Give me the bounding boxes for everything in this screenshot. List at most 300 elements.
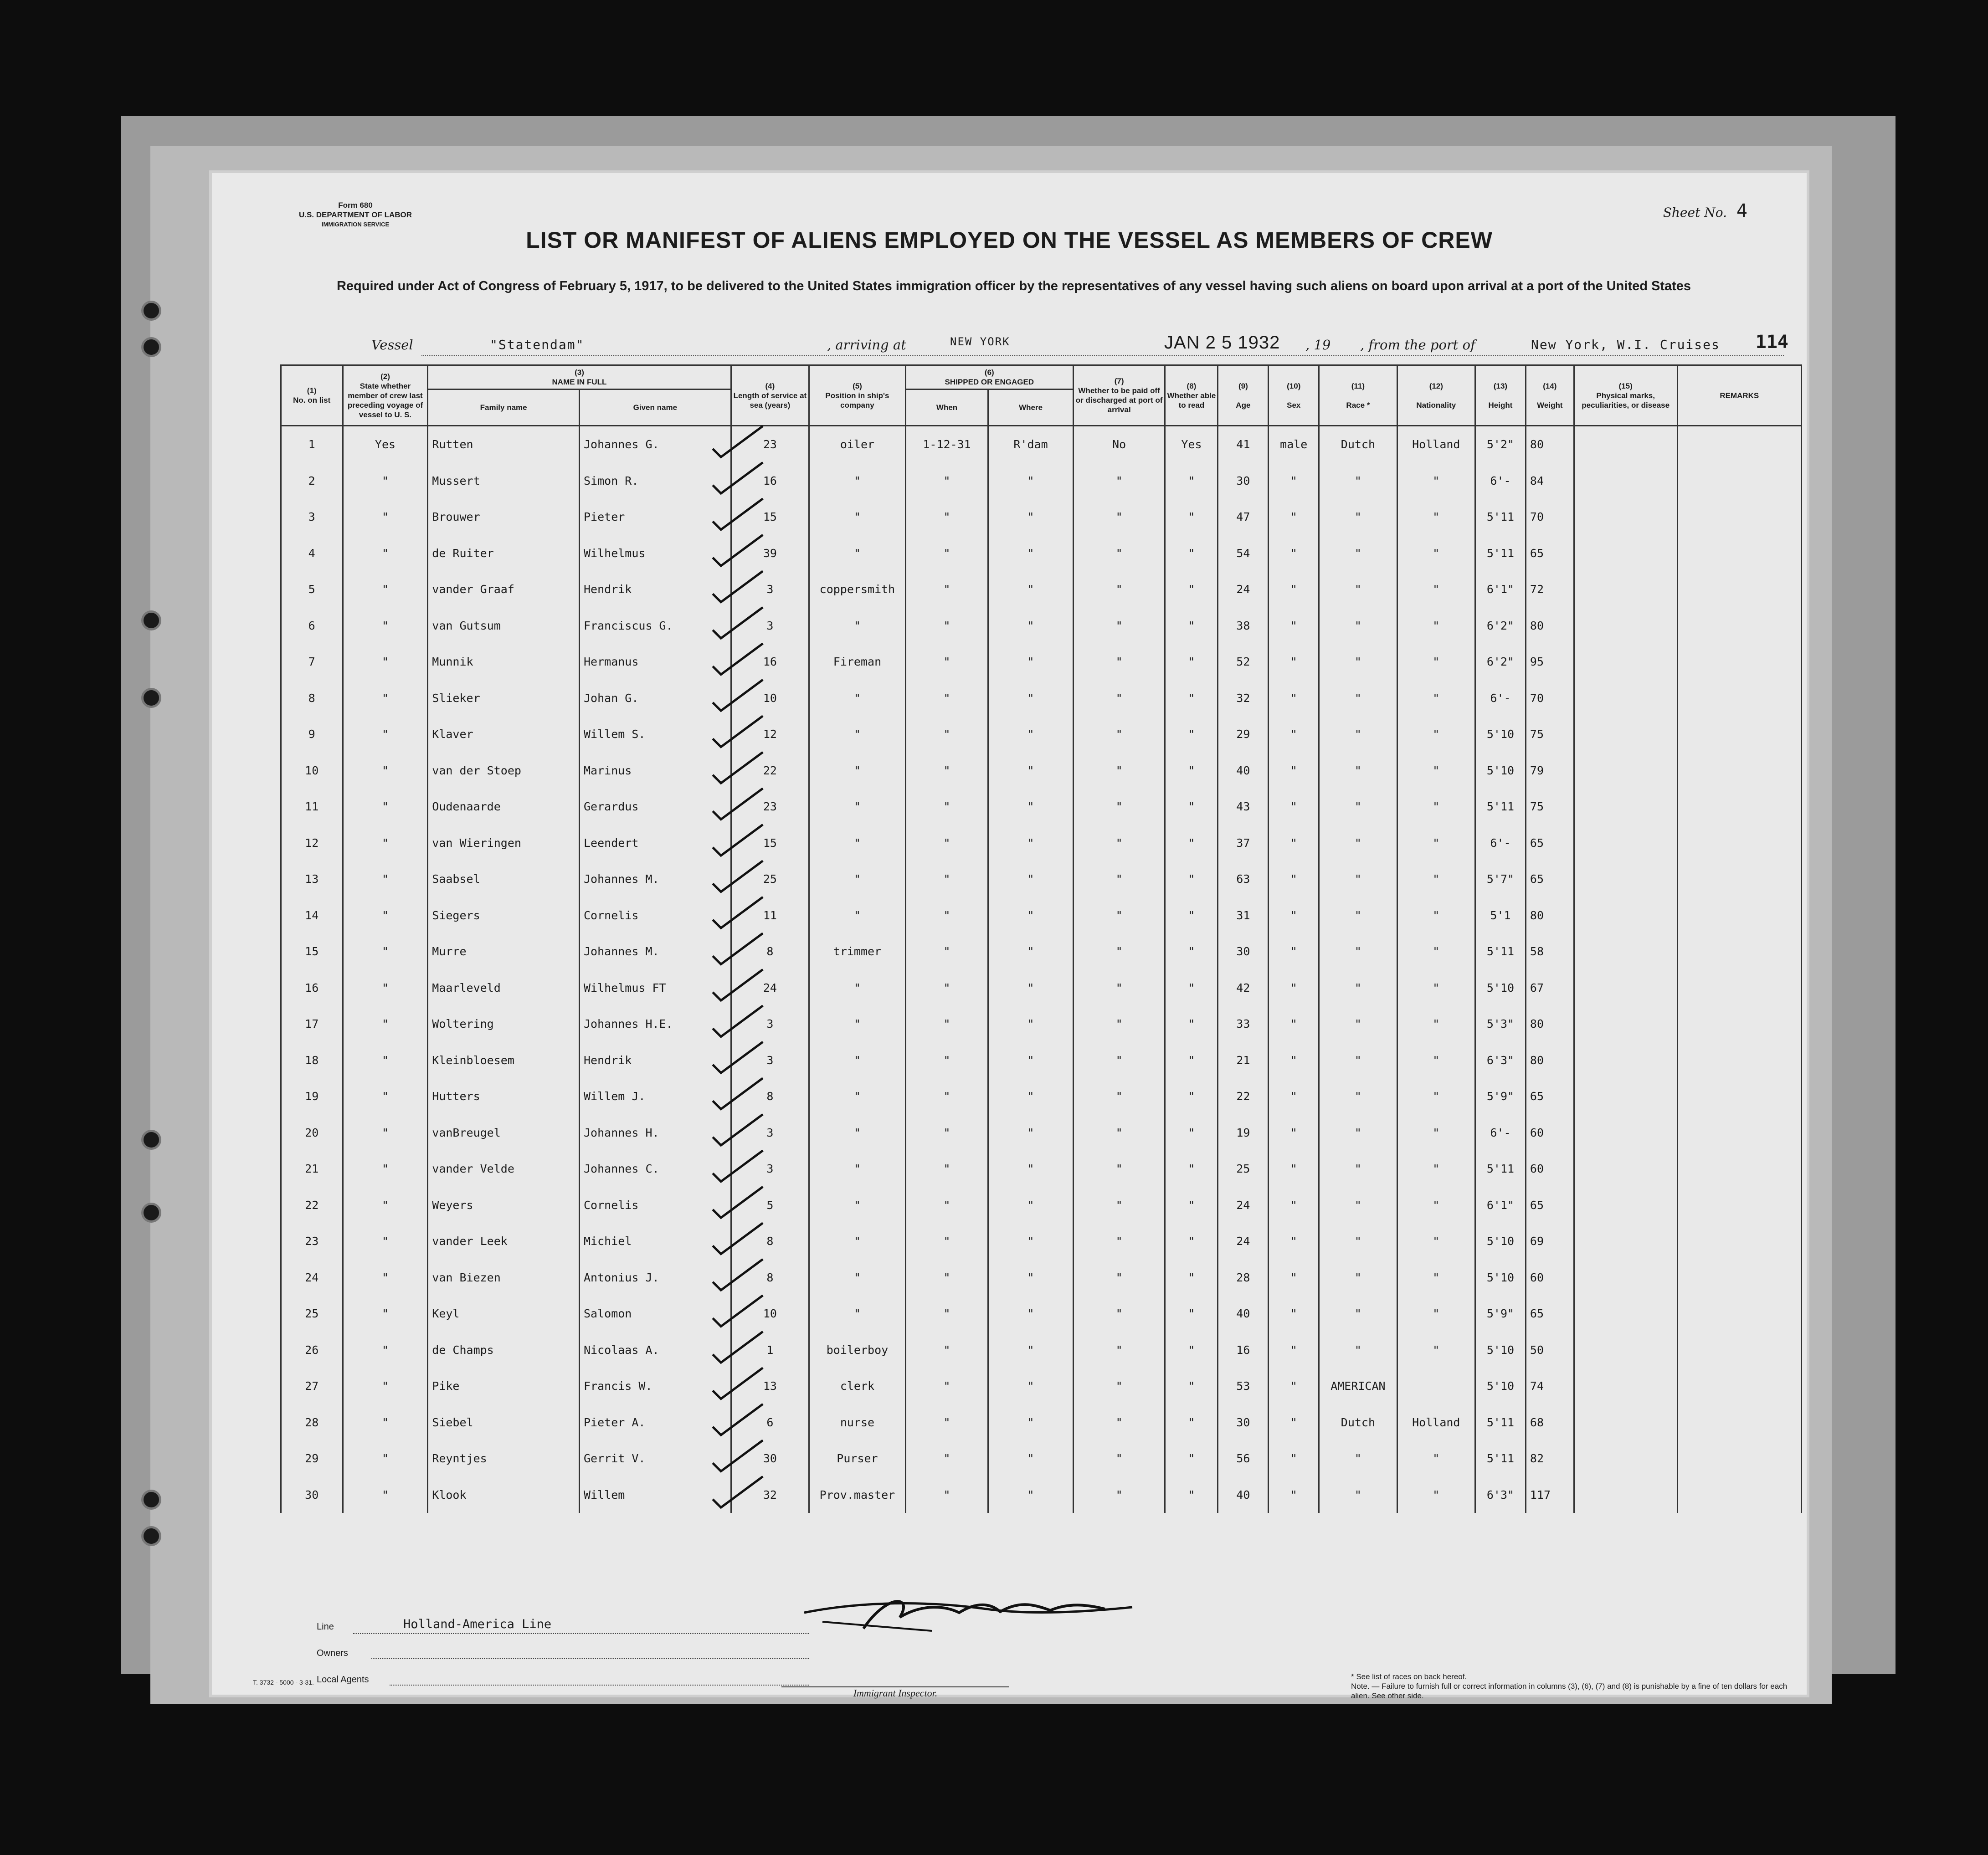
cell-no: 16	[281, 970, 343, 1006]
cell-previous-voyage: "	[343, 753, 428, 789]
cell-length-service: 24	[731, 970, 809, 1006]
cell-position: "	[809, 897, 906, 934]
cell-family-name: Brouwer	[428, 499, 580, 535]
cell-weight: 65	[1526, 825, 1574, 861]
cell-able-read: "	[1165, 716, 1218, 753]
cell-age: 53	[1218, 1368, 1269, 1404]
cell-no: 2	[281, 463, 343, 499]
cell-paid-off: "	[1073, 789, 1165, 825]
cell-given-name: Francis W.	[579, 1368, 731, 1404]
cell-family-name: vander Graaf	[428, 571, 580, 608]
cell-paid-off: "	[1073, 644, 1165, 680]
cell-where: "	[988, 1260, 1074, 1296]
cell-weight: 70	[1526, 680, 1574, 717]
cell-nationality: "	[1397, 1187, 1475, 1224]
cell-length-service: 11	[731, 897, 809, 934]
check-marks	[212, 173, 1807, 1695]
cell-when: "	[905, 608, 988, 644]
cell-paid-off: "	[1073, 861, 1165, 897]
cell-previous-voyage: "	[343, 1404, 428, 1441]
cell-no: 13	[281, 861, 343, 897]
cell-weight: 82	[1526, 1440, 1574, 1477]
cell-previous-voyage: "	[343, 897, 428, 934]
cell-weight: 65	[1526, 1187, 1574, 1224]
arriving-label: , arriving at	[827, 337, 906, 353]
races-note: * See list of races on back hereof.	[1351, 1672, 1467, 1681]
cell-when: "	[905, 1296, 988, 1332]
cell-sex: "	[1269, 825, 1319, 861]
header-length-service: (4) Length of service at sea (years)	[731, 365, 809, 426]
cell-paid-off: "	[1073, 1440, 1165, 1477]
cell-length-service: 3	[731, 1151, 809, 1187]
cell-able-read: "	[1165, 861, 1218, 897]
check-mark	[713, 1259, 763, 1290]
cell-position: "	[809, 1223, 906, 1260]
cell-age: 63	[1218, 861, 1269, 897]
cell-height: 6'3"	[1475, 1042, 1526, 1079]
cell-weight: 69	[1526, 1223, 1574, 1260]
cell-given-name: Salomon	[579, 1296, 731, 1332]
cell-position: boilerboy	[809, 1332, 906, 1368]
vessel-name: "Statendam"	[490, 337, 585, 352]
cell-previous-voyage: "	[343, 970, 428, 1006]
cell-height: 6'-	[1475, 680, 1526, 717]
cell-no: 17	[281, 1006, 343, 1042]
cell-previous-voyage: "	[343, 1006, 428, 1042]
cell-where: "	[988, 1078, 1074, 1115]
cell-age: 43	[1218, 789, 1269, 825]
manifest-page	[212, 173, 1807, 1700]
cell-previous-voyage: "	[343, 1260, 428, 1296]
cell-able-read: "	[1165, 1115, 1218, 1151]
cell-position: "	[809, 1187, 906, 1224]
cell-previous-voyage: "	[343, 463, 428, 499]
cell-sex: "	[1269, 1042, 1319, 1079]
cell-weight: 117	[1526, 1477, 1574, 1513]
cell-when: "	[905, 861, 988, 897]
cell-given-name: Pieter	[579, 499, 731, 535]
cell-previous-voyage: "	[343, 861, 428, 897]
cell-position: coppersmith	[809, 571, 906, 608]
cell-age: 24	[1218, 1187, 1269, 1224]
check-mark	[713, 825, 763, 856]
cell-where: "	[988, 897, 1074, 934]
cell-sex: "	[1269, 1187, 1319, 1224]
cell-when: "	[905, 680, 988, 717]
header-sex: (10) Sex	[1269, 365, 1319, 426]
cell-where: R'dam	[988, 426, 1074, 463]
cell-nationality: "	[1397, 933, 1475, 970]
cell-where: "	[988, 753, 1074, 789]
cell-weight: 80	[1526, 897, 1574, 934]
cell-able-read: "	[1165, 825, 1218, 861]
cell-previous-voyage: "	[343, 535, 428, 572]
cell-height: 5'3"	[1475, 1006, 1526, 1042]
cell-length-service: 15	[731, 499, 809, 535]
cell-where: "	[988, 1042, 1074, 1079]
cell-position: "	[809, 716, 906, 753]
cell-previous-voyage: "	[343, 571, 428, 608]
cell-sex: "	[1269, 1332, 1319, 1368]
cell-length-service: 16	[731, 463, 809, 499]
cell-when: "	[905, 716, 988, 753]
cell-race: "	[1319, 499, 1397, 535]
cell-length-service: 10	[731, 1296, 809, 1332]
local-agents-rule	[390, 1685, 809, 1686]
cell-race: "	[1319, 861, 1397, 897]
cell-paid-off: "	[1073, 970, 1165, 1006]
cell-where: "	[988, 789, 1074, 825]
header-shipped-engaged: (6) SHIPPED OR ENGAGED	[905, 365, 1073, 389]
cell-sex: "	[1269, 970, 1319, 1006]
cell-able-read: "	[1165, 1006, 1218, 1042]
cell-length-service: 8	[731, 1223, 809, 1260]
cell-sex: "	[1269, 753, 1319, 789]
cell-family-name: Rutten	[428, 426, 580, 463]
cell-family-name: Munnik	[428, 644, 580, 680]
cell-race: "	[1319, 897, 1397, 934]
cell-age: 25	[1218, 1151, 1269, 1187]
check-mark	[713, 716, 763, 747]
cell-where: "	[988, 1404, 1074, 1441]
cell-position: "	[809, 499, 906, 535]
header-name-in-full: (3) NAME IN FULL	[428, 365, 731, 389]
cell-race: "	[1319, 1078, 1397, 1115]
cell-weight: 80	[1526, 1006, 1574, 1042]
cell-nationality: "	[1397, 970, 1475, 1006]
cell-sex: "	[1269, 897, 1319, 934]
check-mark	[713, 1368, 763, 1399]
cell-paid-off: "	[1073, 1006, 1165, 1042]
cell-where: "	[988, 1115, 1074, 1151]
cell-no: 25	[281, 1296, 343, 1332]
cell-position: nurse	[809, 1404, 906, 1441]
cell-nationality: "	[1397, 1260, 1475, 1296]
cell-able-read: "	[1165, 1223, 1218, 1260]
cell-race: "	[1319, 680, 1397, 717]
cell-race: "	[1319, 1440, 1397, 1477]
cell-paid-off: "	[1073, 1332, 1165, 1368]
cell-where: "	[988, 644, 1074, 680]
cell-no: 22	[281, 1187, 343, 1224]
cell-when: "	[905, 789, 988, 825]
header-family-name: Family name	[428, 389, 580, 426]
check-mark	[713, 1042, 763, 1073]
cell-paid-off: "	[1073, 535, 1165, 572]
cell-paid-off: "	[1073, 753, 1165, 789]
cell-family-name: Saabsel	[428, 861, 580, 897]
cell-height: 5'11	[1475, 789, 1526, 825]
cell-no: 18	[281, 1042, 343, 1079]
header-age: (9) Age	[1218, 365, 1269, 426]
cell-previous-voyage: "	[343, 608, 428, 644]
cell-given-name: Hendrik	[579, 1042, 731, 1079]
cell-paid-off: "	[1073, 571, 1165, 608]
owners-label: Owners	[317, 1648, 348, 1658]
cell-nationality: "	[1397, 716, 1475, 753]
cell-where: "	[988, 970, 1074, 1006]
cell-height: 5'9"	[1475, 1296, 1526, 1332]
cell-nationality: "	[1397, 753, 1475, 789]
cell-no: 26	[281, 1332, 343, 1368]
cell-height: 5'11	[1475, 933, 1526, 970]
cell-given-name: Johannes M.	[579, 933, 731, 970]
cell-able-read: "	[1165, 933, 1218, 970]
check-mark	[713, 897, 763, 928]
cell-previous-voyage: "	[343, 1477, 428, 1513]
page-subtitle: Required under Act of Congress of February 5, 1917, to be delivered to the United States immigration officer by the representatives of any vessel having such aliens on board upon arrival at a port of the United States	[336, 279, 1691, 293]
cell-weight: 74	[1526, 1368, 1574, 1404]
cell-paid-off: "	[1073, 933, 1165, 970]
cell-sex: "	[1269, 1477, 1319, 1513]
cell-where: "	[988, 1151, 1074, 1187]
cell-family-name: van Biezen	[428, 1260, 580, 1296]
cell-age: 16	[1218, 1332, 1269, 1368]
cell-family-name: van der Stoep	[428, 753, 580, 789]
cell-paid-off: "	[1073, 499, 1165, 535]
header-nationality: (12) Nationality	[1397, 365, 1475, 426]
check-mark	[713, 752, 763, 783]
cell-previous-voyage: "	[343, 789, 428, 825]
cell-length-service: 1	[731, 1332, 809, 1368]
from-label: , from the port of	[1360, 337, 1475, 353]
sheet-number-value: 4	[1736, 200, 1747, 221]
cell-family-name: Kleinbloesem	[428, 1042, 580, 1079]
cell-length-service: 30	[731, 1440, 809, 1477]
cell-where: "	[988, 1440, 1074, 1477]
cell-weight: 68	[1526, 1404, 1574, 1441]
cell-when: "	[905, 535, 988, 572]
cell-nationality: "	[1397, 1223, 1475, 1260]
cell-given-name: Hermanus	[579, 644, 731, 680]
header-physical-marks: (15) Physical marks, peculiarities, or disease	[1574, 365, 1677, 426]
cell-age: 21	[1218, 1042, 1269, 1079]
cell-nationality: "	[1397, 1042, 1475, 1079]
cell-able-read: "	[1165, 1187, 1218, 1224]
cell-length-service: 23	[731, 426, 809, 463]
line-label: Line	[317, 1622, 334, 1632]
cell-able-read: "	[1165, 1260, 1218, 1296]
cell-weight: 84	[1526, 463, 1574, 499]
cell-position: "	[809, 1151, 906, 1187]
binder-hole	[141, 1130, 161, 1150]
cell-family-name: Keyl	[428, 1296, 580, 1332]
header-where: Where	[988, 389, 1074, 426]
check-mark	[713, 1151, 763, 1182]
cell-able-read: "	[1165, 608, 1218, 644]
binder-hole	[141, 337, 161, 357]
cell-height: 6'-	[1475, 1115, 1526, 1151]
cell-when: "	[905, 1006, 988, 1042]
cell-length-service: 15	[731, 825, 809, 861]
cell-nationality: "	[1397, 1440, 1475, 1477]
cell-race: "	[1319, 1260, 1397, 1296]
binder-hole	[141, 1490, 161, 1510]
cell-length-service: 3	[731, 1042, 809, 1079]
cell-when: "	[905, 1078, 988, 1115]
cell-no: 29	[281, 1440, 343, 1477]
cell-position: "	[809, 680, 906, 717]
check-mark	[713, 1296, 763, 1327]
cell-height: 5'1	[1475, 897, 1526, 934]
cell-given-name: Johannes G.	[579, 426, 731, 463]
cell-able-read: Yes	[1165, 426, 1218, 463]
cell-race: "	[1319, 1006, 1397, 1042]
cell-race: "	[1319, 1296, 1397, 1332]
cell-family-name: Siegers	[428, 897, 580, 934]
cell-height: 6'1"	[1475, 1187, 1526, 1224]
cell-family-name: Hutters	[428, 1078, 580, 1115]
owners-rule	[371, 1658, 809, 1659]
cell-weight: 65	[1526, 535, 1574, 572]
cell-family-name: Reyntjes	[428, 1440, 580, 1477]
cell-able-read: "	[1165, 680, 1218, 717]
check-mark	[713, 1476, 763, 1507]
cell-able-read: "	[1165, 644, 1218, 680]
cell-age: 24	[1218, 1223, 1269, 1260]
cell-nationality: "	[1397, 535, 1475, 572]
footnote	[1351, 1672, 1788, 1701]
cell-previous-voyage: "	[343, 499, 428, 535]
cell-sex: male	[1269, 426, 1319, 463]
cell-age: 28	[1218, 1260, 1269, 1296]
cell-no: 24	[281, 1260, 343, 1296]
cell-sex: "	[1269, 789, 1319, 825]
cell-paid-off: "	[1073, 897, 1165, 934]
cell-given-name: Willem	[579, 1477, 731, 1513]
cell-previous-voyage: "	[343, 644, 428, 680]
cell-race: "	[1319, 789, 1397, 825]
cell-position: "	[809, 970, 906, 1006]
cell-sex: "	[1269, 1440, 1319, 1477]
cell-paid-off: "	[1073, 1477, 1165, 1513]
cell-previous-voyage: "	[343, 1115, 428, 1151]
cell-length-service: 3	[731, 1006, 809, 1042]
cell-where: "	[988, 716, 1074, 753]
cell-age: 19	[1218, 1115, 1269, 1151]
cell-nationality: "	[1397, 463, 1475, 499]
cell-race: "	[1319, 1187, 1397, 1224]
cell-position: "	[809, 1296, 906, 1332]
cell-previous-voyage: "	[343, 716, 428, 753]
cell-height: 5'11	[1475, 535, 1526, 572]
header-position: (5) Position in ship's company	[809, 365, 906, 426]
cell-sex: "	[1269, 680, 1319, 717]
cell-race: "	[1319, 1115, 1397, 1151]
cell-height: 5'10	[1475, 1368, 1526, 1404]
cell-race: "	[1319, 1223, 1397, 1260]
cell-age: 38	[1218, 608, 1269, 644]
cell-age: 56	[1218, 1440, 1269, 1477]
cell-previous-voyage: "	[343, 1296, 428, 1332]
cell-previous-voyage: "	[343, 1078, 428, 1115]
cell-given-name: Franciscus G.	[579, 608, 731, 644]
cell-length-service: 13	[731, 1368, 809, 1404]
cell-where: "	[988, 535, 1074, 572]
cell-no: 23	[281, 1223, 343, 1260]
cell-previous-voyage: "	[343, 1187, 428, 1224]
cell-weight: 60	[1526, 1115, 1574, 1151]
header-able-read: (8) Whether able to read	[1165, 365, 1218, 426]
cell-length-service: 23	[731, 789, 809, 825]
cell-race: Dutch	[1319, 1404, 1397, 1441]
cell-race: "	[1319, 716, 1397, 753]
cell-nationality: Holland	[1397, 426, 1475, 463]
cell-nationality: "	[1397, 499, 1475, 535]
cell-height: 5'11	[1475, 1151, 1526, 1187]
cell-weight: 80	[1526, 426, 1574, 463]
cell-paid-off: "	[1073, 825, 1165, 861]
cell-age: 47	[1218, 499, 1269, 535]
sheet-number-label: Sheet No.	[1663, 205, 1727, 220]
cell-given-name: Gerrit V.	[579, 1440, 731, 1477]
cell-nationality: "	[1397, 644, 1475, 680]
page-title: LIST OR MANIFEST OF ALIENS EMPLOYED ON THE VESSEL AS MEMBERS OF CREW	[526, 227, 1493, 253]
header-race: (11) Race *	[1319, 365, 1397, 426]
cell-nationality: "	[1397, 608, 1475, 644]
cell-paid-off: "	[1073, 1187, 1165, 1224]
cell-height: 5'11	[1475, 1404, 1526, 1441]
cell-no: 19	[281, 1078, 343, 1115]
check-mark	[713, 535, 763, 566]
cell-weight: 75	[1526, 716, 1574, 753]
cell-age: 30	[1218, 463, 1269, 499]
cell-able-read: "	[1165, 499, 1218, 535]
cell-sex: "	[1269, 463, 1319, 499]
cell-length-service: 8	[731, 1260, 809, 1296]
cell-height: 5'10	[1475, 1260, 1526, 1296]
cell-given-name: Johannes H.	[579, 1115, 731, 1151]
cell-nationality: Holland	[1397, 1404, 1475, 1441]
cell-sex: "	[1269, 861, 1319, 897]
cell-race: "	[1319, 1477, 1397, 1513]
cell-position: "	[809, 535, 906, 572]
check-mark	[713, 499, 763, 530]
cell-sex: "	[1269, 716, 1319, 753]
cell-where: "	[988, 1223, 1074, 1260]
cell-race: "	[1319, 571, 1397, 608]
check-mark	[713, 426, 763, 457]
cell-sex: "	[1269, 1368, 1319, 1404]
check-mark	[713, 462, 763, 493]
check-mark	[713, 861, 763, 892]
cell-where: "	[988, 571, 1074, 608]
cell-length-service: 25	[731, 861, 809, 897]
cell-weight: 79	[1526, 753, 1574, 789]
cell-weight: 65	[1526, 1296, 1574, 1332]
header-given-name: Given name	[579, 389, 731, 426]
cell-race: "	[1319, 933, 1397, 970]
cell-nationality: "	[1397, 680, 1475, 717]
cell-paid-off: "	[1073, 1296, 1165, 1332]
cell-family-name: Woltering	[428, 1006, 580, 1042]
cell-position: "	[809, 1115, 906, 1151]
cell-weight: 80	[1526, 608, 1574, 644]
cell-family-name: de Ruiter	[428, 535, 580, 572]
cell-age: 54	[1218, 535, 1269, 572]
check-mark	[713, 680, 763, 711]
date-stamp: JAN 2 5 1932	[1164, 333, 1280, 353]
cell-length-service: 39	[731, 535, 809, 572]
cell-given-name: Michiel	[579, 1223, 731, 1260]
cell-when: "	[905, 1223, 988, 1260]
cell-weight: 50	[1526, 1332, 1574, 1368]
cell-length-service: 6	[731, 1404, 809, 1441]
check-mark	[713, 1404, 763, 1435]
cell-position: "	[809, 463, 906, 499]
cell-when: "	[905, 897, 988, 934]
cell-sex: "	[1269, 933, 1319, 970]
